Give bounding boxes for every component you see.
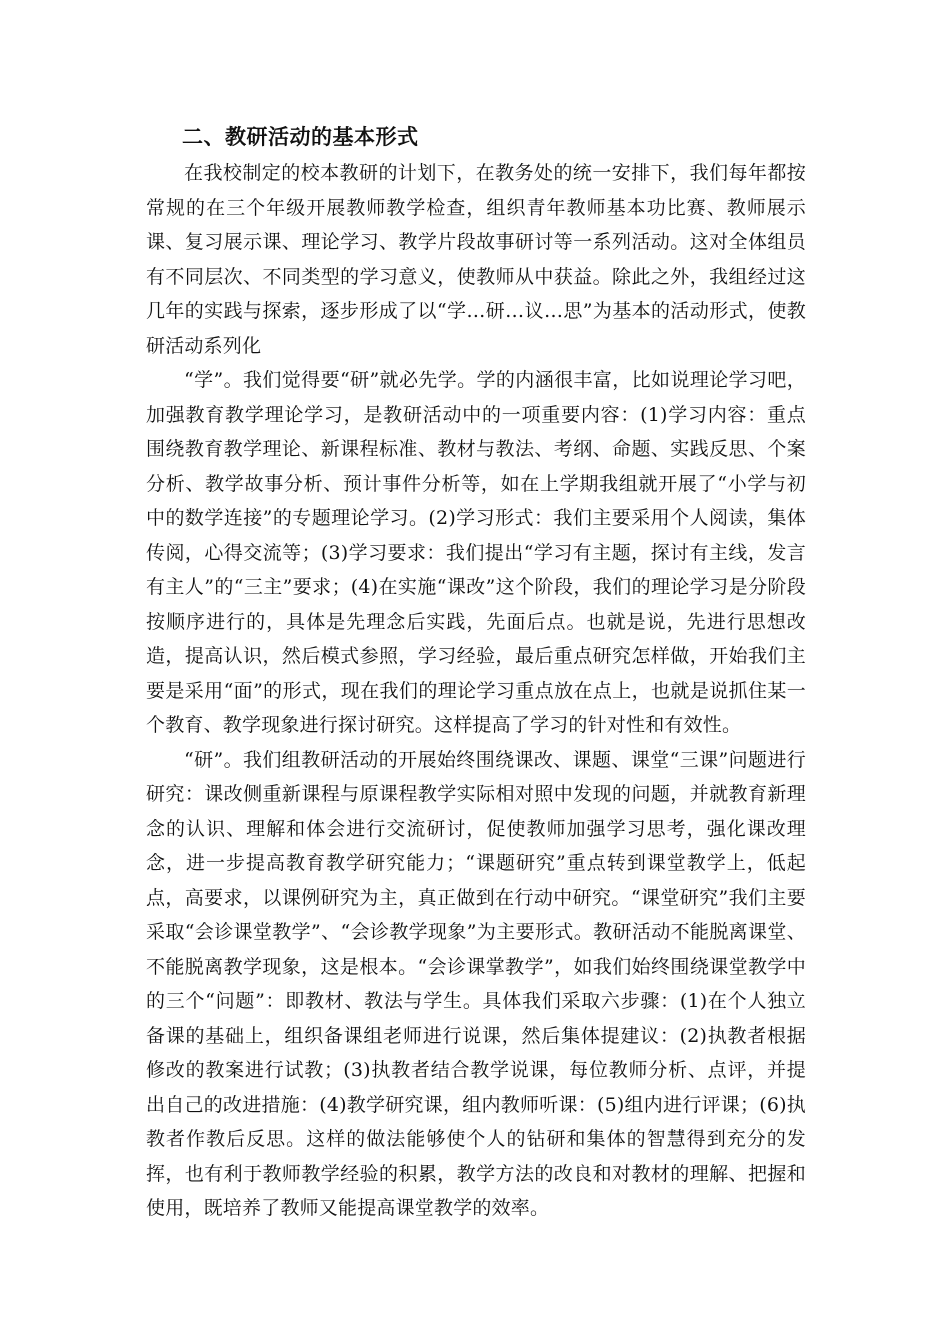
paragraph-study: “学”。我们觉得要“研”就必先学。学的内涵很丰富，比如说理论学习吧，加强教育教学理论学习，是教研活动中的一项重要内容：(1)学习内容：重点围绕教育教学理论、新课程标准、教材与教法、考纲、命题、实践反思、个案分析、教学故事分析、预计事件分析等，如在上学期我组就开展了“小学与初中的数学连接”的专题理论学习。(2)学习形式：我们主要采用个人阅读，集体传阅，心得交流等；(3)学习要求：我们提出“学习有主题，探讨有主线，发言有主人”的“三主”要求；(4)在实施“课改”这个阶段，我们的理论学习是分阶段按顺序进行的，具体是先理念后实践，先面后点。也就是说，先进行思想改造，提高认识，然后模式参照，学习经验，最后重点研究怎样做，开始我们主要是采用“面”的形式，现在我们的理论学习重点放在点上，也就是说抓住某一个教育、教学现象进行探讨研究。这样提高了学习的针对性和有效性。 [146, 369, 806, 736]
document-body [146, 118, 806, 1226]
section-heading: 二、教研活动的基本形式 [182, 125, 419, 149]
paragraph-intro: 在我校制定的校本教研的计划下，在教务处的统一安排下，我们每年都按常规的在三个年级开展教师教学检查，组织青年教师基本功比赛、教师展示课、复习展示课、理论学习、教学片段故事研讨等一系列活动。这对全体组员有不同层次、不同类型的学习意义，使教师从中获益。除此之外，我组经过这几年的实践与探索，逐步形成了以“学…研…议…思”为基本的活动形式，使教研活动系列化 [146, 162, 806, 357]
paragraph-research: “研”。我们组教研活动的开展始终围绕课改、课题、课堂“三课”问题进行研究：课改侧重新课程与原课程教学实际相对照中发现的问题，并就教育新理念的认识、理解和体会进行交流研讨，促使教师加强学习思考，强化课改理念，进一步提高教育教学研究能力；“课题研究”重点转到课堂教学上，低起点，高要求，以课例研究为主，真正做到在行动中研究。“课堂研究”我们主要采取“会诊课堂教学”、“会诊教学现象”为主要形式。教研活动不能脱离课堂、不能脱离教学现象，这是根本。“会诊课掌教学”，如我们始终围绕课堂教学中的三个“问题”：即教材、教法与学生。具体我们采取六步骤：(1)在个人独立备课的基础上，组织备课组老师进行说课，然后集体提建议：(2)执教者根据修改的教案进行试教；(3)执教者结合教学说课，每位教师分析、点评，并提出自己的改进措施：(4)教学研究课，组内教师听课：(5)组内进行评课；(6)执教者作教后反思。这样的做法能够使个人的钻研和集体的智慧得到充分的发挥，也有利于教师教学经验的积累，教学方法的改良和对教材的理解、把握和使用，既培养了教师又能提高课堂教学的效率。 [146, 748, 806, 1219]
